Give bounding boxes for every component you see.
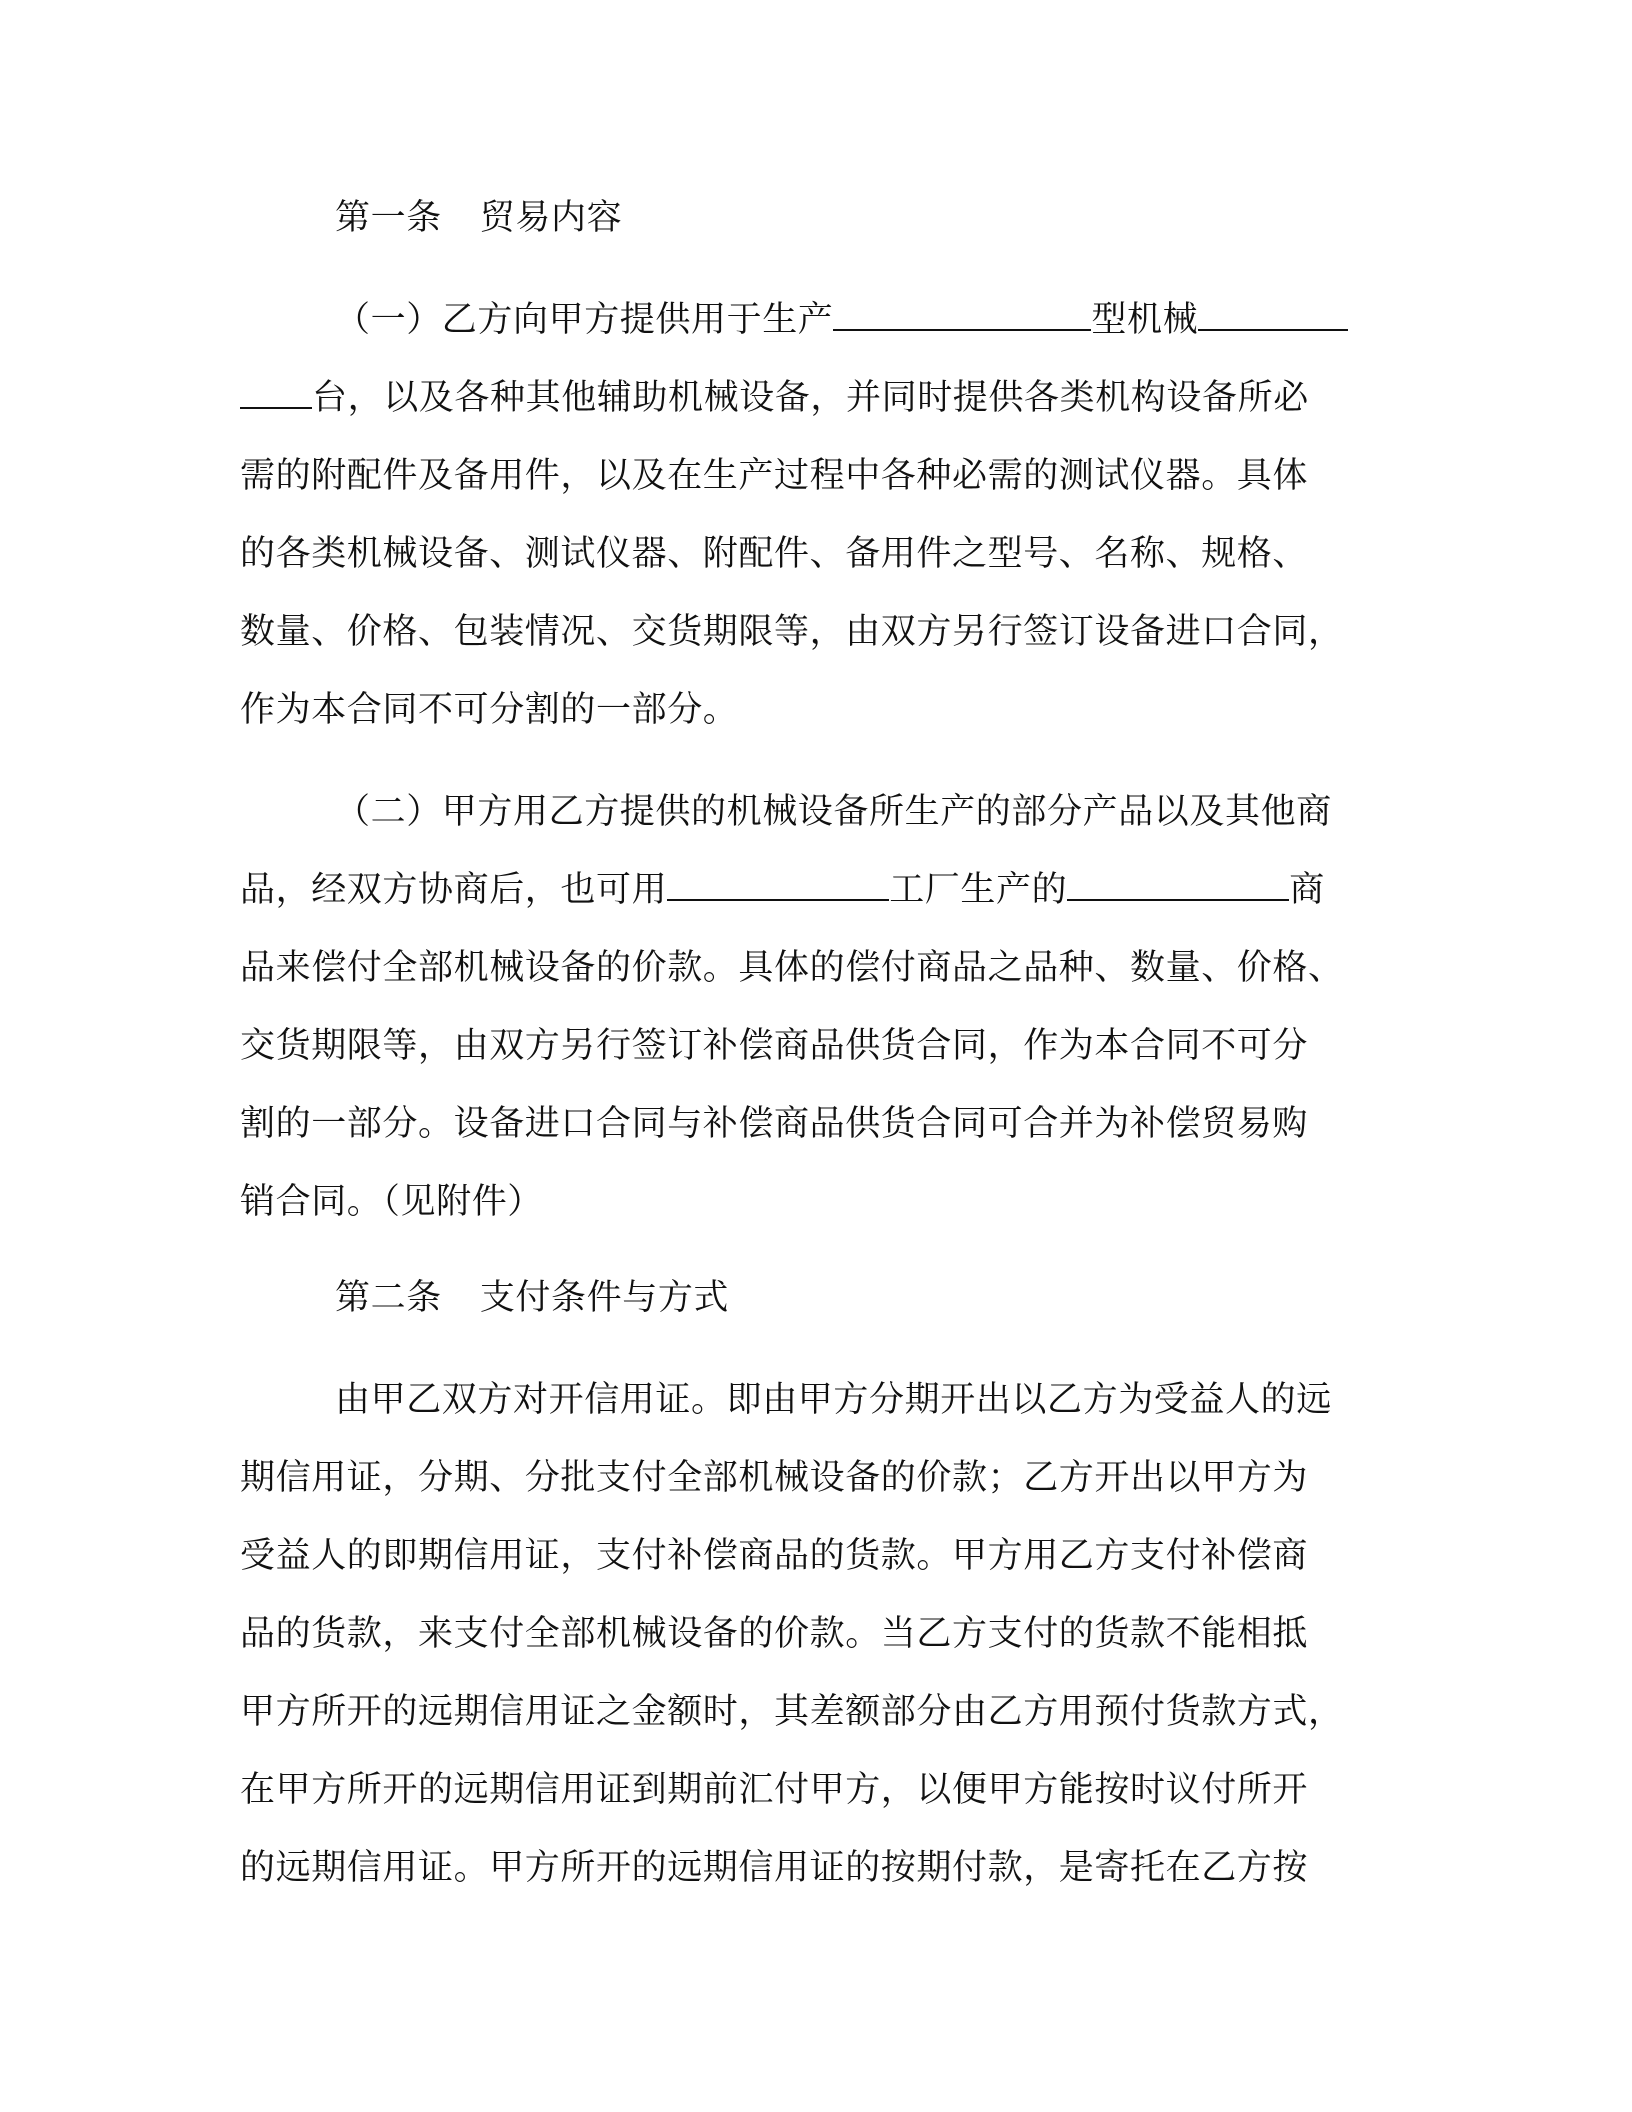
clause-1-line-2	[240, 376, 1309, 420]
clause-1-line-3: 需的附配件及备用件，以及在生产过程中各种必需的测试仪器。具体	[240, 456, 1309, 496]
clause-2-line-2	[240, 868, 1325, 912]
article-2-line-2: 期信用证，分期、分批支付全部机械设备的价款；乙方开出以甲方为	[240, 1458, 1309, 1498]
article-2-title: 支付条件与方式	[479, 1278, 730, 1318]
blank-factory-field[interactable]	[667, 869, 889, 901]
article-1-title: 贸易内容	[479, 198, 623, 238]
clause-2-line-3: 品来偿付全部机械设备的价款。具体的偿付商品之品种、数量、价格、	[240, 948, 1344, 988]
clause-1-text-b: 型机械	[1091, 300, 1199, 340]
article-2-number: 第二条	[335, 1278, 442, 1318]
clause-1-text-l2: 台，以及各种其他辅助机械设备，并同时提供各类机构设备所必	[312, 378, 1309, 418]
clause-2-text-a: 品，经双方协商后，也可用	[240, 870, 668, 910]
article-1-number: 第一条	[335, 198, 442, 238]
clause-2-line-4: 交货期限等，由双方另行签订补偿商品供货合同，作为本合同不可分	[240, 1026, 1309, 1066]
clause-1-line-5: 数量、价格、包装情况、交货期限等，由双方另行签订设备进口合同，	[240, 612, 1344, 652]
blank-product-field[interactable]	[833, 299, 1091, 331]
clause-2-text-b: 工厂生产的	[889, 870, 1068, 910]
article-2-line-3: 受益人的即期信用证，支付补偿商品的货款。甲方用乙方支付补偿商	[240, 1536, 1309, 1576]
article-2-line-5: 甲方所开的远期信用证之金额时，其差额部分由乙方用预付货款方式，	[240, 1692, 1344, 1732]
article-1-heading	[335, 196, 622, 240]
blank-machine-count-field[interactable]	[1198, 299, 1348, 331]
article-2-heading	[335, 1276, 729, 1320]
clause-2-text-c: 商	[1289, 870, 1325, 910]
clause-2-line-1: （二）甲方用乙方提供的机械设备所生产的部分产品以及其他商	[335, 792, 1332, 832]
clause-1-line-1	[335, 298, 1348, 342]
blank-goods-field[interactable]	[1067, 869, 1289, 901]
article-2-line-1: 由甲乙双方对开信用证。即由甲方分期开出以乙方为受益人的远	[335, 1380, 1332, 1420]
blank-machine-count-cont[interactable]	[240, 377, 312, 409]
article-2-line-4: 品的货款，来支付全部机械设备的价款。当乙方支付的货款不能相抵	[240, 1614, 1309, 1654]
clause-1-line-6: 作为本合同不可分割的一部分。	[240, 690, 739, 730]
clause-2-line-5: 割的一部分。设备进口合同与补偿商品供货合同可合并为补偿贸易购	[240, 1104, 1309, 1144]
article-2-line-6: 在甲方所开的远期信用证到期前汇付甲方，以便甲方能按时议付所开	[240, 1770, 1309, 1810]
clause-1-line-4: 的各类机械设备、测试仪器、附配件、备用件之型号、名称、规格、	[240, 534, 1309, 574]
article-2-line-7: 的远期信用证。甲方所开的远期信用证的按期付款，是寄托在乙方按	[240, 1848, 1309, 1888]
clause-1-text-a: （一）乙方向甲方提供用于生产	[335, 300, 834, 340]
clause-2-line-6: 销合同。（见附件）	[240, 1182, 543, 1222]
